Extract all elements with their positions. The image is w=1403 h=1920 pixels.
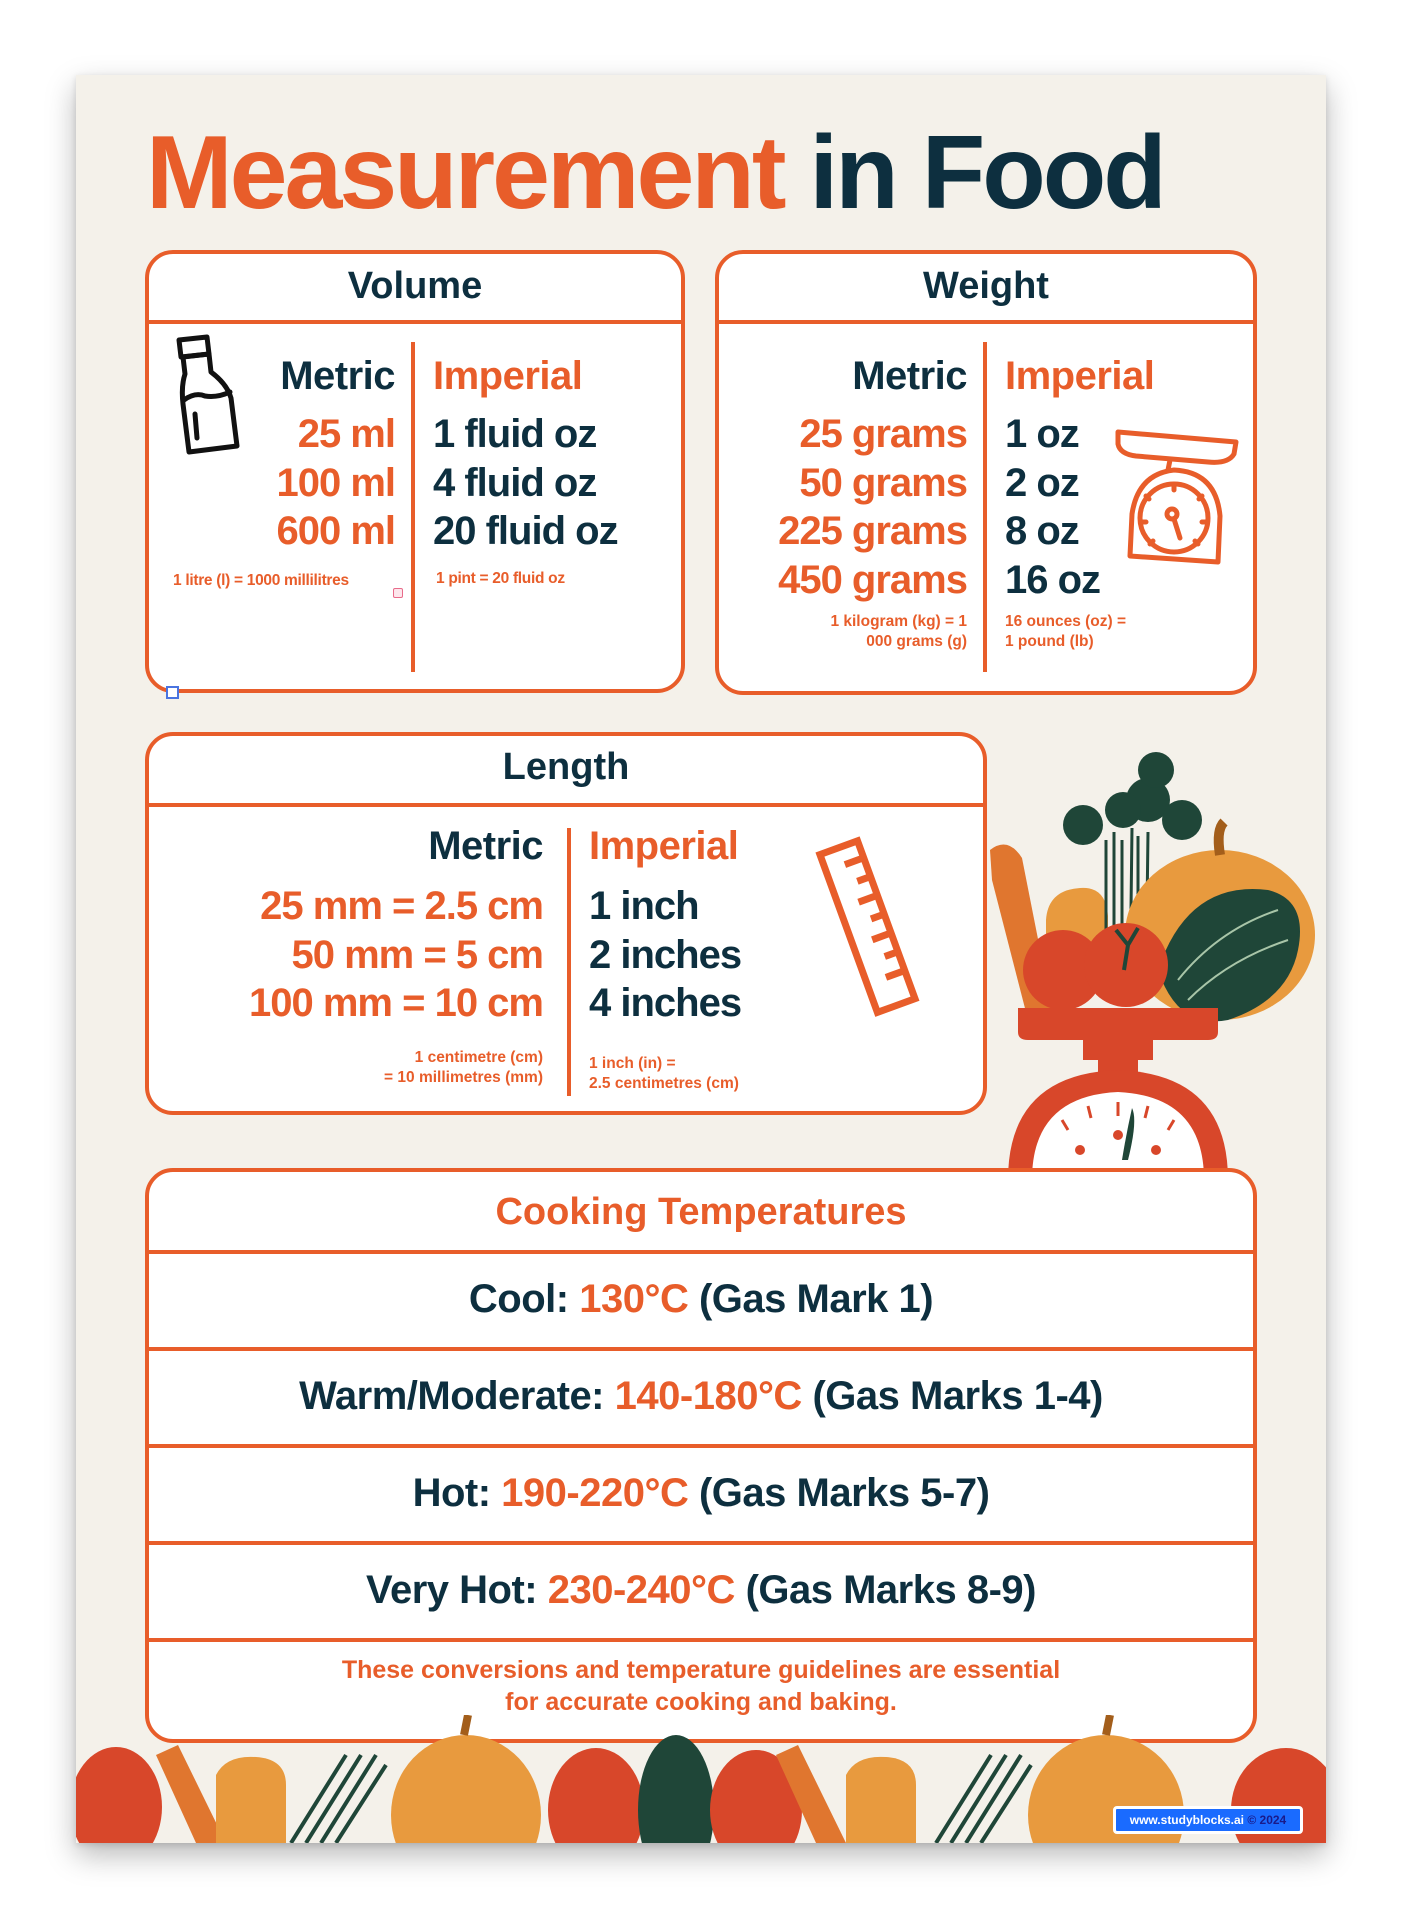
volume-imperial-column bbox=[433, 352, 673, 556]
length-imperial-value: 1 inch bbox=[589, 884, 699, 928]
temperature-row-cool bbox=[149, 1250, 1253, 1347]
weight-divider bbox=[983, 342, 987, 672]
temp-value: 130°C bbox=[579, 1277, 689, 1321]
weight-imperial-value: 2 oz bbox=[1005, 460, 1079, 505]
length-divider bbox=[567, 828, 571, 1096]
length-metric-note bbox=[163, 1048, 543, 1088]
gas-mark: (Gas Mark 1) bbox=[698, 1277, 934, 1321]
weight-imperial-note bbox=[1005, 612, 1205, 652]
note-line: 000 grams (g) bbox=[866, 633, 967, 650]
volume-metric-note: 1 litre (l) = 1000 millilitres bbox=[173, 572, 349, 589]
temp-label: Very Hot: bbox=[366, 1568, 538, 1612]
length-heading: Length bbox=[149, 736, 983, 807]
length-panel bbox=[145, 732, 987, 1115]
temperature-row-warm-moderate bbox=[149, 1347, 1253, 1444]
temperature-row-hot bbox=[149, 1444, 1253, 1541]
vegetables-on-scale-illustration bbox=[988, 740, 1326, 1180]
length-metric-column bbox=[163, 822, 543, 1088]
gas-mark: (Gas Marks 8-9) bbox=[745, 1568, 1036, 1612]
temp-label: Warm/Moderate: bbox=[299, 1374, 605, 1418]
weight-imperial-value: 16 oz bbox=[1005, 557, 1101, 602]
metric-label: Metric bbox=[280, 354, 395, 398]
volume-imperial-note: 1 pint = 20 fluid oz bbox=[436, 570, 565, 587]
imperial-label: Imperial bbox=[433, 354, 583, 398]
imperial-label: Imperial bbox=[589, 824, 739, 868]
volume-metric-column bbox=[175, 352, 395, 556]
temp-value: 140-180°C bbox=[614, 1374, 802, 1418]
volume-imperial-value: 4 fluid oz bbox=[433, 460, 597, 505]
title-part-1: Measurement bbox=[146, 115, 784, 231]
note-line: 1 kilogram (kg) = 1 bbox=[830, 613, 967, 630]
note-line: for accurate cooking and baking. bbox=[505, 1688, 897, 1716]
cooking-temperatures-panel bbox=[145, 1168, 1257, 1743]
volume-metric-value: 25 ml bbox=[297, 412, 395, 456]
temperature-row-very-hot bbox=[149, 1541, 1253, 1638]
imperial-label: Imperial bbox=[1005, 354, 1155, 398]
ruler-icon bbox=[809, 830, 929, 1020]
poster bbox=[76, 75, 1326, 1843]
selection-handle[interactable] bbox=[166, 686, 179, 699]
volume-heading: Volume bbox=[149, 254, 681, 324]
volume-imperial-value: 1 fluid oz bbox=[433, 412, 597, 456]
note-line: 1 pound (lb) bbox=[1005, 633, 1094, 650]
metric-label: Metric bbox=[428, 824, 543, 868]
weight-metric-note bbox=[727, 612, 967, 652]
gas-mark: (Gas Marks 1-4) bbox=[812, 1374, 1103, 1418]
row-divider bbox=[149, 1638, 1253, 1642]
volume-metric-value: 100 ml bbox=[276, 460, 395, 505]
weight-metric-value: 225 grams bbox=[778, 509, 967, 553]
weight-panel bbox=[715, 250, 1257, 695]
length-metric-value: 100 mm = 10 cm bbox=[249, 981, 543, 1025]
temp-label: Hot: bbox=[412, 1471, 491, 1515]
note-line: These conversions and temperature guidelines are essential bbox=[341, 1656, 1061, 1684]
note-line: 16 ounces (oz) = bbox=[1005, 613, 1127, 630]
copyright: © 2024 bbox=[1247, 1813, 1287, 1827]
length-imperial-value: 4 inches bbox=[589, 981, 742, 1025]
metric-label: Metric bbox=[852, 354, 967, 398]
gas-mark: (Gas Marks 5-7) bbox=[698, 1471, 990, 1515]
weight-metric-value: 50 grams bbox=[799, 460, 967, 505]
weight-metric-column bbox=[727, 352, 967, 652]
length-imperial-value: 2 inches bbox=[589, 932, 742, 977]
volume-divider bbox=[411, 342, 415, 672]
temp-label: Cool: bbox=[468, 1277, 569, 1321]
note-line: 2.5 centimetres (cm) bbox=[589, 1074, 739, 1092]
site-badge[interactable] bbox=[1113, 1806, 1303, 1834]
volume-panel bbox=[145, 250, 685, 693]
weight-imperial-value: 1 oz bbox=[1005, 412, 1079, 456]
weight-heading: Weight bbox=[719, 254, 1253, 324]
page-title bbox=[146, 113, 1276, 233]
weight-metric-value: 450 grams bbox=[778, 557, 967, 602]
length-metric-value: 50 mm = 5 cm bbox=[291, 932, 543, 977]
volume-metric-value: 600 ml bbox=[276, 509, 395, 553]
volume-imperial-value: 20 fluid oz bbox=[433, 509, 618, 553]
cooking-heading: Cooking Temperatures bbox=[495, 1191, 907, 1233]
cooking-footer-note bbox=[149, 1654, 1253, 1718]
weight-imperial-value: 8 oz bbox=[1005, 509, 1079, 553]
length-metric-value: 25 mm = 2.5 cm bbox=[260, 884, 543, 928]
length-imperial-note bbox=[589, 1054, 809, 1094]
temp-value: 230-240°C bbox=[547, 1568, 735, 1612]
temp-value: 190-220°C bbox=[501, 1471, 689, 1515]
length-imperial-column bbox=[589, 822, 809, 1094]
note-line: 1 centimetre (cm) bbox=[414, 1048, 543, 1066]
note-line: = 10 millimetres (mm) bbox=[384, 1068, 543, 1086]
overflow-indicator-icon[interactable] bbox=[393, 588, 403, 598]
kitchen-scale-icon bbox=[1112, 426, 1242, 566]
title-part-2: in Food bbox=[809, 115, 1164, 231]
note-line: 1 inch (in) = bbox=[589, 1054, 676, 1072]
site-url[interactable]: www.studyblocks.ai bbox=[1129, 1813, 1245, 1827]
weight-metric-value: 25 grams bbox=[799, 412, 967, 456]
